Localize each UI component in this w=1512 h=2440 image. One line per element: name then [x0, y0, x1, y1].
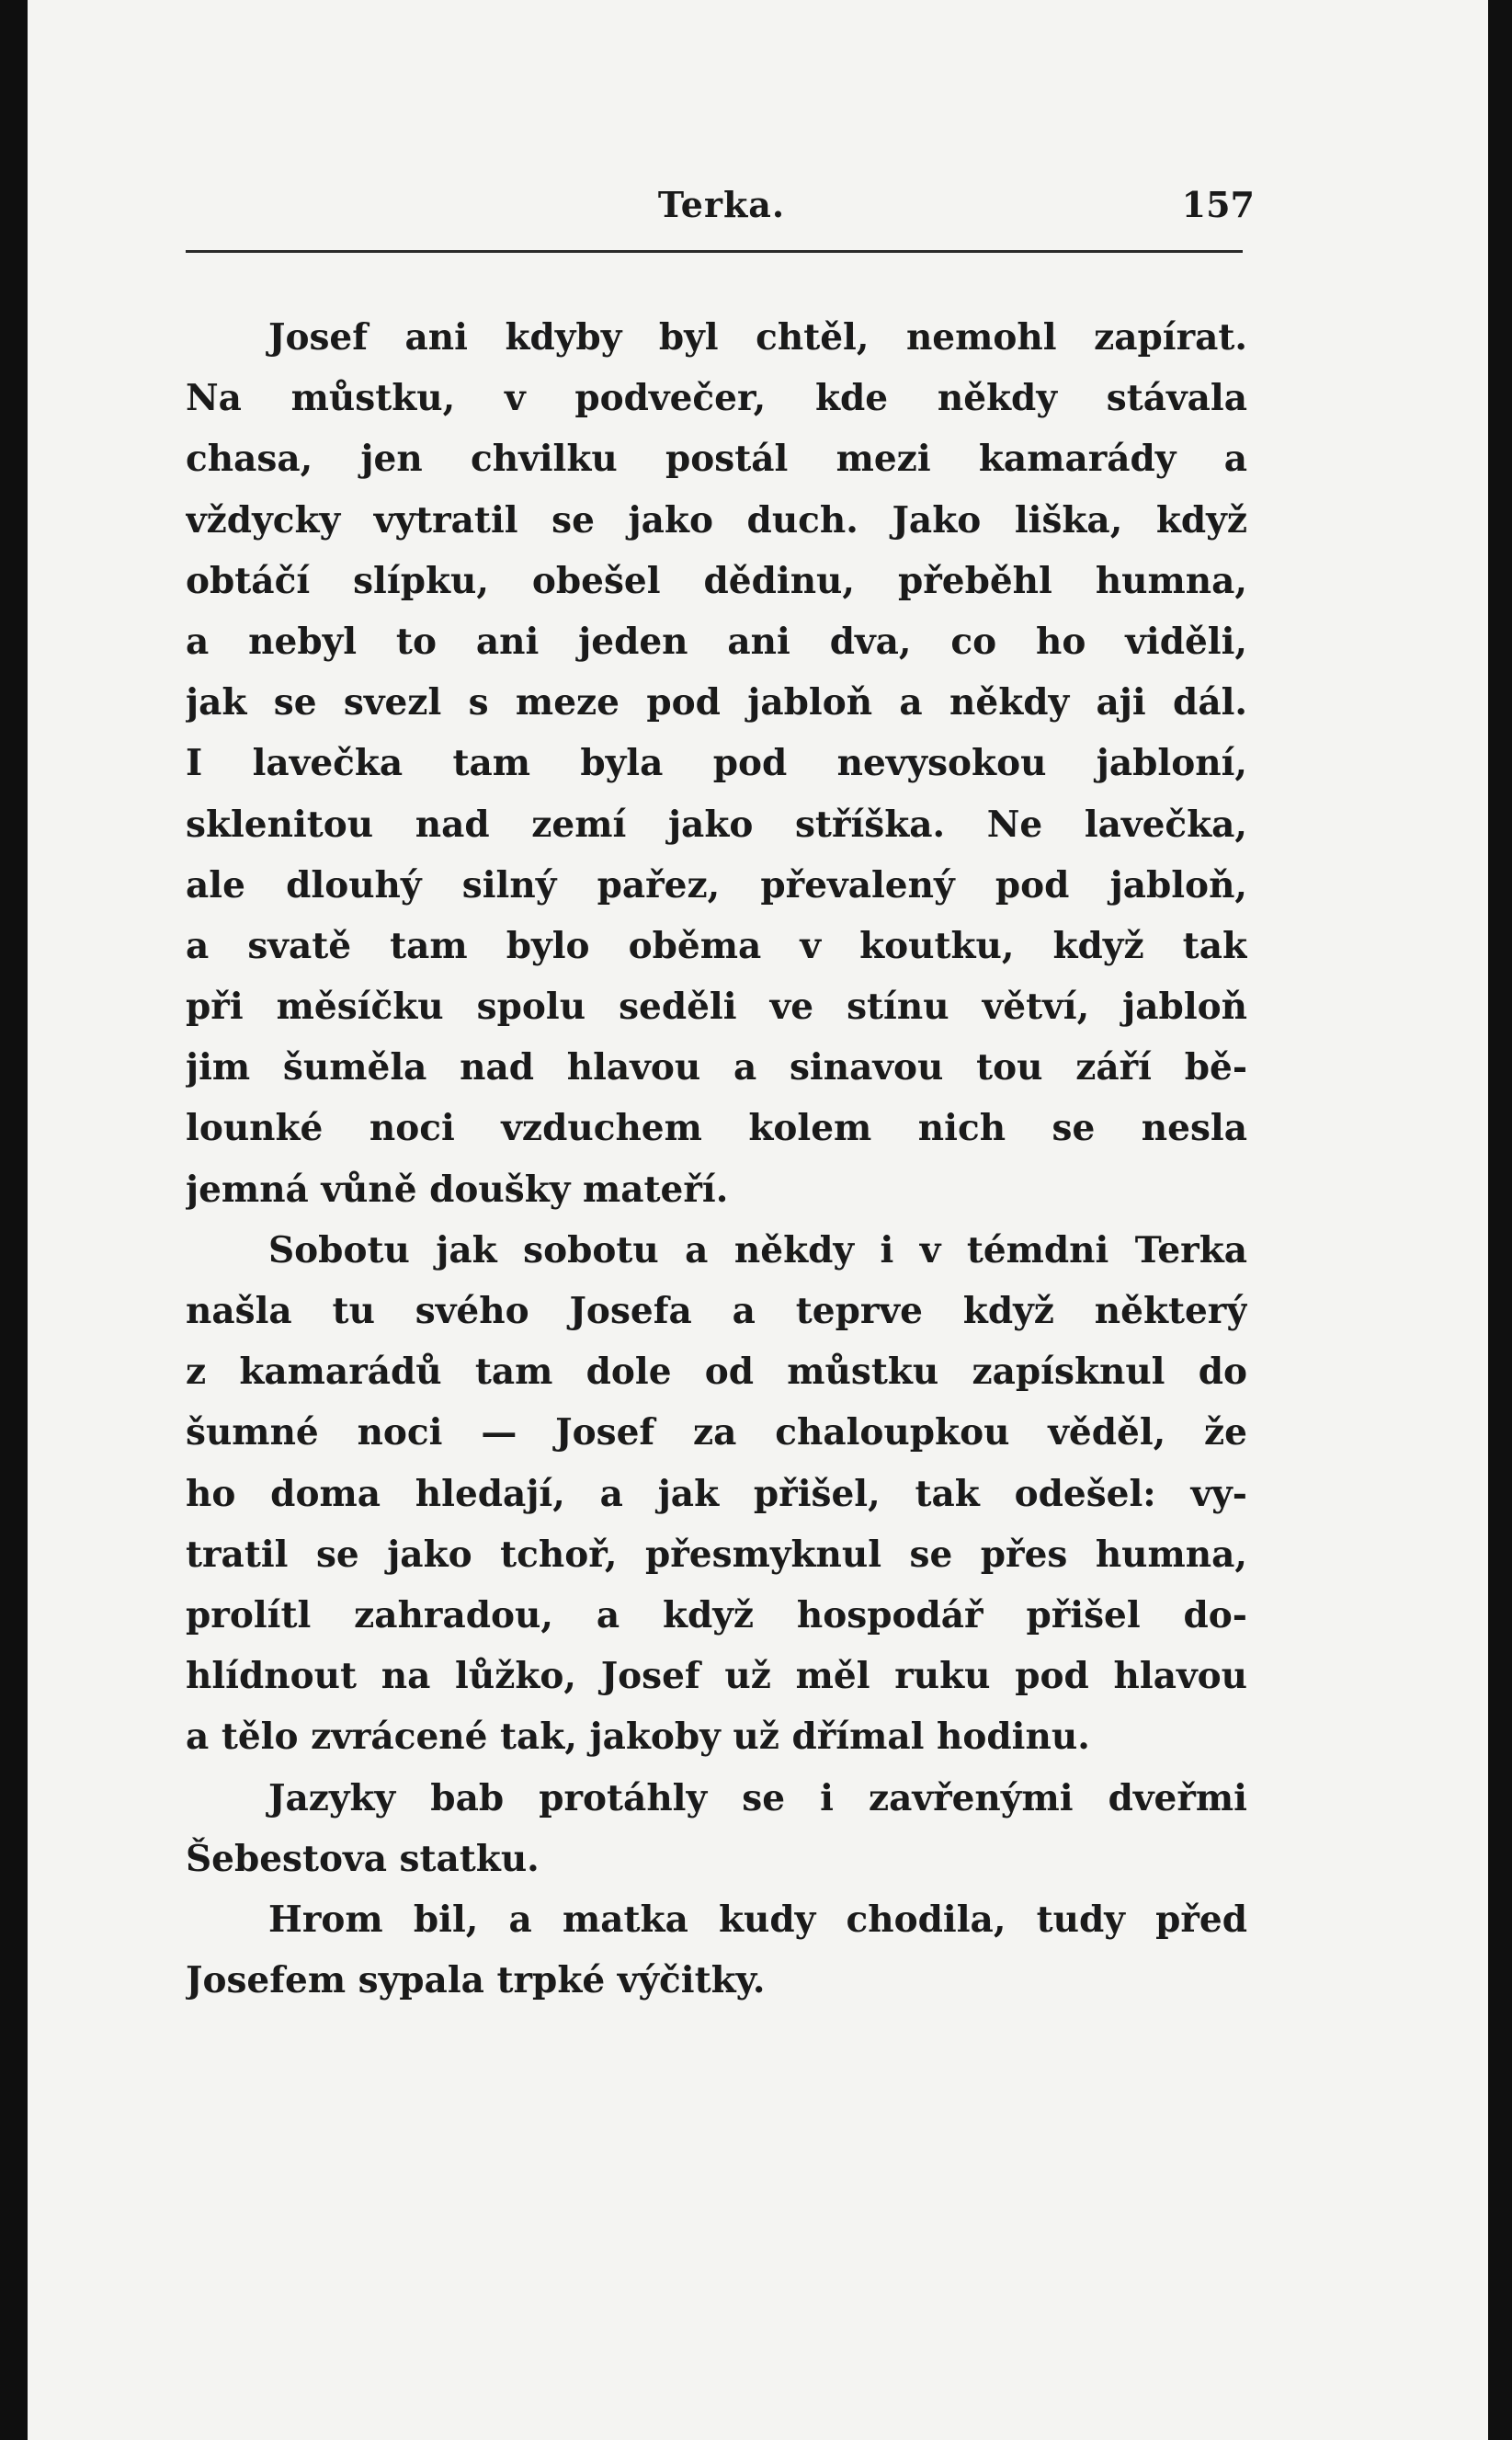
text-line: tratil se jako tchoř, přesmyknul se přes humna,	[186, 1533, 1247, 1576]
body-text	[186, 307, 1247, 2011]
text-line: vždycky vytratil se jako duch. Jako liška, když	[186, 498, 1247, 542]
text-line: jim šuměla nad hlavou a sinavou tou září bě-	[186, 1046, 1247, 1089]
text-line: jak se svezl s meze pod jabloň a někdy aji dál.	[186, 681, 1247, 724]
text-line: prolítl zahradou, a když hospodář přišel do-	[186, 1593, 1247, 1636]
text-line: hlídnout na lůžko, Josef už měl ruku pod hlavou	[186, 1655, 1247, 1698]
page-number: 157	[1181, 184, 1255, 225]
text-line: chasa, jen chvilku postál mezi kamarády a	[186, 438, 1247, 481]
text-line: sklenitou nad zemí jako stříška. Ne lavečka,	[186, 803, 1247, 846]
header-rule	[186, 250, 1243, 253]
text-line: Josef ani kdyby byl chtěl, nemohl zapírat.	[268, 316, 1247, 359]
text-line: jemná vůně doušky mateří.	[186, 1168, 729, 1211]
text-line: šumné noci — Josef za chaloupkou věděl, že	[186, 1411, 1247, 1454]
text-line: Josefem sypala trpké výčitky.	[186, 1959, 766, 2002]
text-line: ale dlouhý silný pařez, převalený pod jabloň,	[186, 863, 1247, 906]
text-line: lounké noci vzduchem kolem nich se nesla	[186, 1107, 1247, 1150]
text-line: Šebestova statku.	[186, 1837, 540, 1880]
text-line: Sobotu jak sobotu a někdy i v témdni Terka	[268, 1228, 1247, 1271]
text-line: Jazyky bab protáhly se i zavřenými dveřmi	[268, 1776, 1247, 1819]
running-title: Terka.	[657, 184, 786, 225]
scan-edge-left	[0, 0, 28, 2440]
book-page	[28, 0, 1488, 2440]
scan-edge-right	[1488, 0, 1512, 2440]
text-line: obtáčí slípku, obešel dědinu, přeběhl humna,	[186, 559, 1247, 602]
text-line: našla tu svého Josefa a teprve když některý	[186, 1290, 1247, 1332]
text-line: z kamarádů tam dole od můstku zapísknul do	[186, 1351, 1247, 1394]
text-line: I lavečka tam byla pod nevysokou jabloní,	[186, 742, 1247, 785]
text-line: Na můstku, v podvečer, kde někdy stávala	[186, 377, 1247, 420]
text-line: při měsíčku spolu seděli ve stínu větví, jabloň	[186, 986, 1247, 1029]
text-line: a nebyl to ani jeden ani dva, co ho viděli,	[186, 620, 1247, 663]
text-line: a tělo zvrácené tak, jakoby už dřímal hodinu.	[186, 1716, 1090, 1759]
text-line: Hrom bil, a matka kudy chodila, tudy před	[268, 1898, 1247, 1941]
text-line: a svatě tam bylo oběma v koutku, když tak	[186, 924, 1247, 967]
text-line: ho doma hledají, a jak přišel, tak odešel: vy-	[186, 1472, 1247, 1515]
running-head	[188, 184, 1255, 241]
